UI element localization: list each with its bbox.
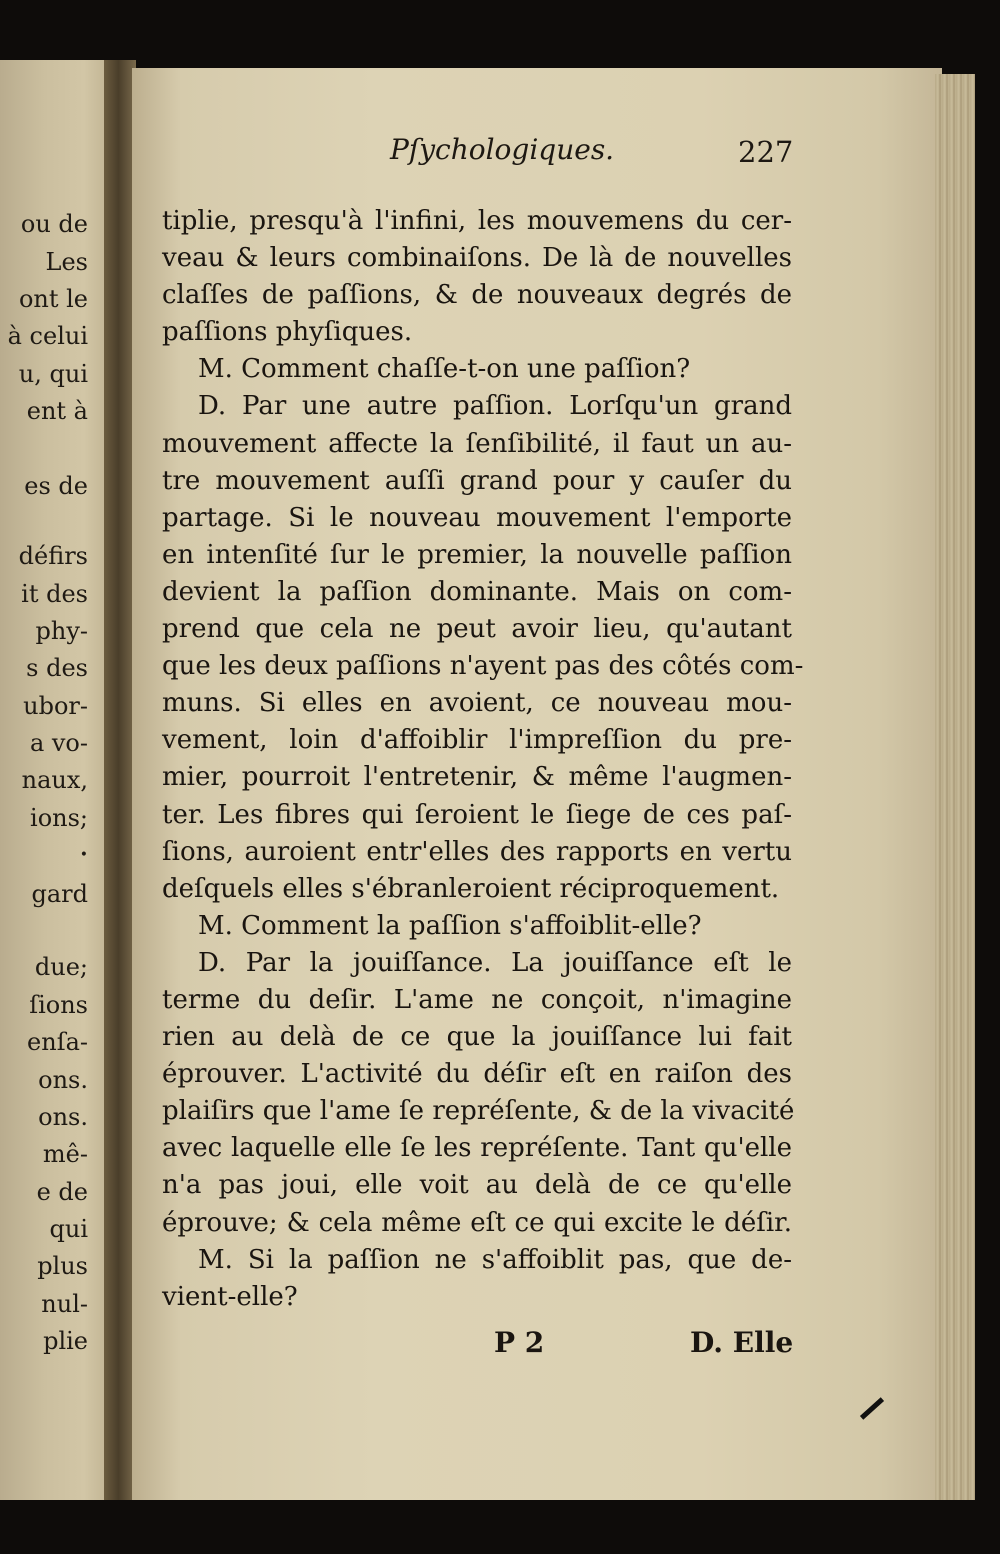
text-line: tre mouvement auſſi grand pour y cauſer du <box>162 465 792 496</box>
text-line: plaiſirs que l'ame ſe repréſente, & de la vivacité <box>162 1096 795 1127</box>
page-number: 227 <box>738 135 794 169</box>
text-line: en intenſité ſur le premier, la nouvelle paſſion <box>162 539 792 570</box>
left-page-line: ubor- <box>23 692 88 720</box>
left-page-line: a vo- <box>29 729 88 757</box>
left-page-line: phy- <box>35 617 88 645</box>
left-page-line: ou de <box>20 210 88 238</box>
text-line: tiplie, presqu'à l'infini, les mouvemens du cer- <box>162 206 792 236</box>
left-page-line: Les <box>45 248 88 276</box>
left-page-line: ons. <box>38 1103 88 1131</box>
text-line: que les deux paſſions n'ayent pas des côtés com- <box>162 651 804 682</box>
text-line: éprouve; & cela même eſt ce qui excite le déſir. <box>162 1207 792 1238</box>
left-page-line: défirs <box>18 542 88 570</box>
text-line: vement, loin d'affoiblir l'impreſſion du pre- <box>162 725 792 756</box>
text-line: muns. Si elles en avoient, ce nouveau mou- <box>162 688 792 719</box>
text-line: partage. Si le nouveau mouvement l'emporte <box>162 502 792 533</box>
left-page-line: ent à <box>26 397 88 425</box>
text-line: veau & leurs combinaiſons. De là de nouvelles <box>162 243 792 274</box>
left-page-line: e de <box>36 1178 88 1206</box>
text-line: devient la paſſion dominante. Mais on com- <box>162 576 792 607</box>
page-edges <box>935 74 975 1500</box>
text-line: paſſions phyſiques. <box>162 317 413 348</box>
left-page-line: à celui <box>7 322 88 350</box>
text-line: M. Comment la paſſion s'affoiblit-elle? <box>198 910 702 941</box>
left-page-line: es de <box>24 472 88 500</box>
text-line: claſſes de paſſions, & de nouveaux degrés de <box>162 280 792 311</box>
signature-mark: P 2 <box>494 1326 545 1359</box>
text-line: terme du deſir. L'ame ne conçoit, n'imagine <box>162 984 792 1015</box>
text-line: D. Par une autre paſſion. Lorſqu'un grand <box>198 391 792 422</box>
left-page-line: mê- <box>42 1140 88 1168</box>
text-line: ſions, auroient entr'elles des rapports en vertu <box>162 836 792 867</box>
left-page-line: naux, <box>21 766 88 794</box>
text-line: vient-elle? <box>162 1281 298 1312</box>
left-page-line: ons. <box>38 1066 88 1094</box>
text-line: mouvement affecte la ſenſibilité, il faut un au- <box>162 428 792 459</box>
text-line: n'a pas joui, elle voit au delà de ce qu'elle <box>162 1170 792 1201</box>
left-page-line: it des <box>21 580 88 608</box>
left-page-fragment <box>0 60 112 1500</box>
text-line: deſquels elles s'ébranleroient réciproquement. <box>162 873 780 904</box>
left-page-line: qui <box>49 1215 88 1243</box>
left-page-line: gard <box>31 880 88 908</box>
left-page-line: s des <box>26 654 88 682</box>
catchword: D. Elle <box>690 1326 794 1359</box>
text-line: ter. Les fibres qui ſeroient le ſiege de ces paſ- <box>162 799 792 830</box>
left-page-line: ont le <box>18 285 88 313</box>
left-page-line: enſa- <box>27 1028 88 1056</box>
left-page-line: ions; <box>30 804 88 832</box>
left-page-line: due; <box>34 953 88 981</box>
left-page-line: nul- <box>41 1290 88 1318</box>
left-page-line: plus <box>37 1252 88 1280</box>
left-page-line: u, qui <box>18 360 88 388</box>
text-line: M. Comment chaſſe-t-on une paſſion? <box>198 354 691 385</box>
text-line: avec laquelle elle ſe les repréſente. Tant qu'elle <box>162 1133 792 1164</box>
running-head: Pſychologiques. <box>390 133 615 166</box>
text-line: prend que cela ne peut avoir lieu, qu'autant <box>162 614 792 645</box>
left-page-line: plie <box>43 1327 88 1355</box>
text-line: mier, pourroit l'entretenir, & même l'augmen- <box>162 762 792 793</box>
text-line: D. Par la jouiſſance. La jouiſſance eſt le <box>198 947 792 978</box>
left-page-line: ſions <box>29 991 88 1019</box>
text-line: éprouver. L'activité du déſir eſt en raiſon des <box>162 1059 792 1090</box>
text-line: rien au delà de ce que la jouiſſance lui fait <box>162 1022 792 1053</box>
left-page-line: • <box>79 847 88 863</box>
text-line: M. Si la paſſion ne s'affoiblit pas, que de- <box>198 1244 792 1275</box>
body-text <box>162 203 804 1316</box>
